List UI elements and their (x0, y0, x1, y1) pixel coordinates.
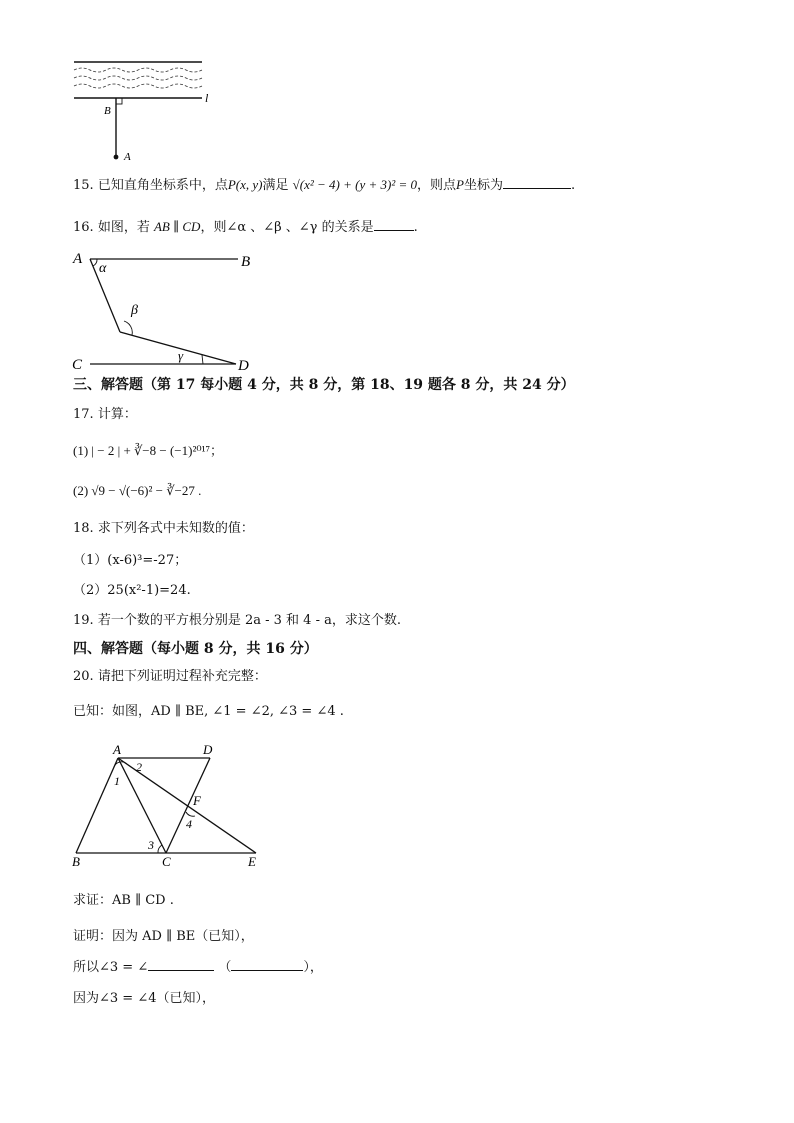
q20-proof-line-3: 因为∠3 = ∠4（已知）， (73, 991, 215, 1006)
fig20-label-2: 2 (136, 760, 142, 774)
fig20-label-F: F (193, 793, 201, 808)
question-18 (73, 520, 254, 538)
q20-angle-blank[interactable] (148, 958, 214, 971)
figure-20 (68, 742, 268, 870)
q15-text-before: 已知直角坐标系中，点 (97, 178, 228, 193)
q16-parallel: AB ∥ CD (153, 219, 201, 234)
q20-number: 20. (73, 669, 94, 684)
q16-period: . (413, 220, 418, 235)
question-17 (73, 406, 137, 424)
q18-part-1: （1）(x-6)³=-27； (73, 553, 188, 568)
q17-part-2: (2) √9 − √(−6)² − ∛−27 . (73, 483, 202, 498)
q18-prompt: 求下列各式中未知数的值： (97, 521, 254, 536)
fig16-label-A: A (73, 251, 83, 267)
question-15 (73, 176, 575, 195)
q17-prompt: 计算： (97, 407, 137, 422)
fig20-label-B: B (72, 854, 80, 869)
q19-number: 19. (73, 613, 94, 628)
q20-paren-close: ）， (303, 960, 323, 975)
q20-reason-blank[interactable] (231, 958, 303, 971)
fig16-label-alpha: α (99, 261, 107, 276)
q20-prove: 求证：AB ∥ CD . (73, 893, 174, 908)
fig20-label-D: D (203, 742, 213, 757)
river-figure (70, 58, 220, 166)
fig20-label-A: A (113, 742, 121, 757)
q18-number: 18. (73, 521, 94, 536)
label-B: B (104, 105, 111, 117)
label-l: l (205, 91, 209, 105)
figure-16 (70, 248, 270, 376)
question-16 (73, 218, 418, 237)
q20-proof-line-1: 证明：因为 AD ∥ BE（已知）， (73, 929, 254, 944)
question-20 (73, 668, 267, 686)
q15-equation: √(x² − 4) + (y + 3)² = 0 (292, 177, 418, 192)
q16-number: 16. (73, 220, 94, 235)
fig20-label-1: 1 (114, 774, 120, 788)
q17-number: 17. (73, 407, 94, 422)
section-4-heading: 四、解答题（每小题 8 分，共 16 分） (73, 641, 318, 657)
fig16-label-beta: β (131, 303, 138, 318)
fig16-label-gamma: γ (178, 348, 184, 363)
fig20-label-3: 3 (148, 838, 154, 852)
q19-text: 若一个数的平方根分别是 2a - 3 和 4 - a，求这个数. (97, 613, 401, 628)
q20-prompt: 请把下列证明过程补充完整： (97, 669, 267, 684)
q17-part-1: (1) | − 2 | + ∛−8 − (−1)²⁰¹⁷； (73, 443, 224, 458)
q15-answer-blank[interactable] (503, 176, 571, 189)
q15-text-end: 坐标为 (464, 178, 504, 193)
q15-text-after: ，则点 (417, 178, 457, 193)
q16-text-before: 如图，若 (97, 220, 150, 235)
q15-number: 15. (73, 178, 94, 193)
q20-proof-line-2-prefix: 所以∠3 = ∠ (73, 960, 149, 975)
q15-point-letter: P (456, 177, 464, 192)
q15-point: P(x, y) (227, 177, 263, 192)
fig20-label-4: 4 (186, 817, 192, 831)
fig16-label-D: D (238, 358, 249, 374)
q20-paren-open: （ (218, 960, 232, 975)
fig16-label-B: B (241, 254, 251, 270)
fig20-label-C: C (162, 854, 171, 869)
label-A: A (124, 151, 131, 163)
q16-answer-blank[interactable] (374, 218, 414, 231)
q16-text-after: ，则∠α 、∠β 、∠γ 的关系是 (200, 220, 374, 235)
question-19 (73, 612, 401, 630)
section-3-heading: 三、解答题（第 17 每小题 4 分，共 8 分，第 18、19 题各 8 分，共 24 分） (73, 377, 575, 393)
fig20-label-E: E (248, 854, 256, 869)
q18-part-2: （2）25(x²-1)=24. (73, 583, 191, 598)
q15-period: . (571, 178, 576, 193)
q20-proof-line-2 (73, 958, 323, 977)
fig16-label-C: C (72, 357, 83, 373)
q20-given: 已知：如图，AD ∥ BE, ∠1 = ∠2, ∠3 = ∠4 . (73, 704, 344, 719)
q15-middle: 满足 (262, 178, 289, 193)
